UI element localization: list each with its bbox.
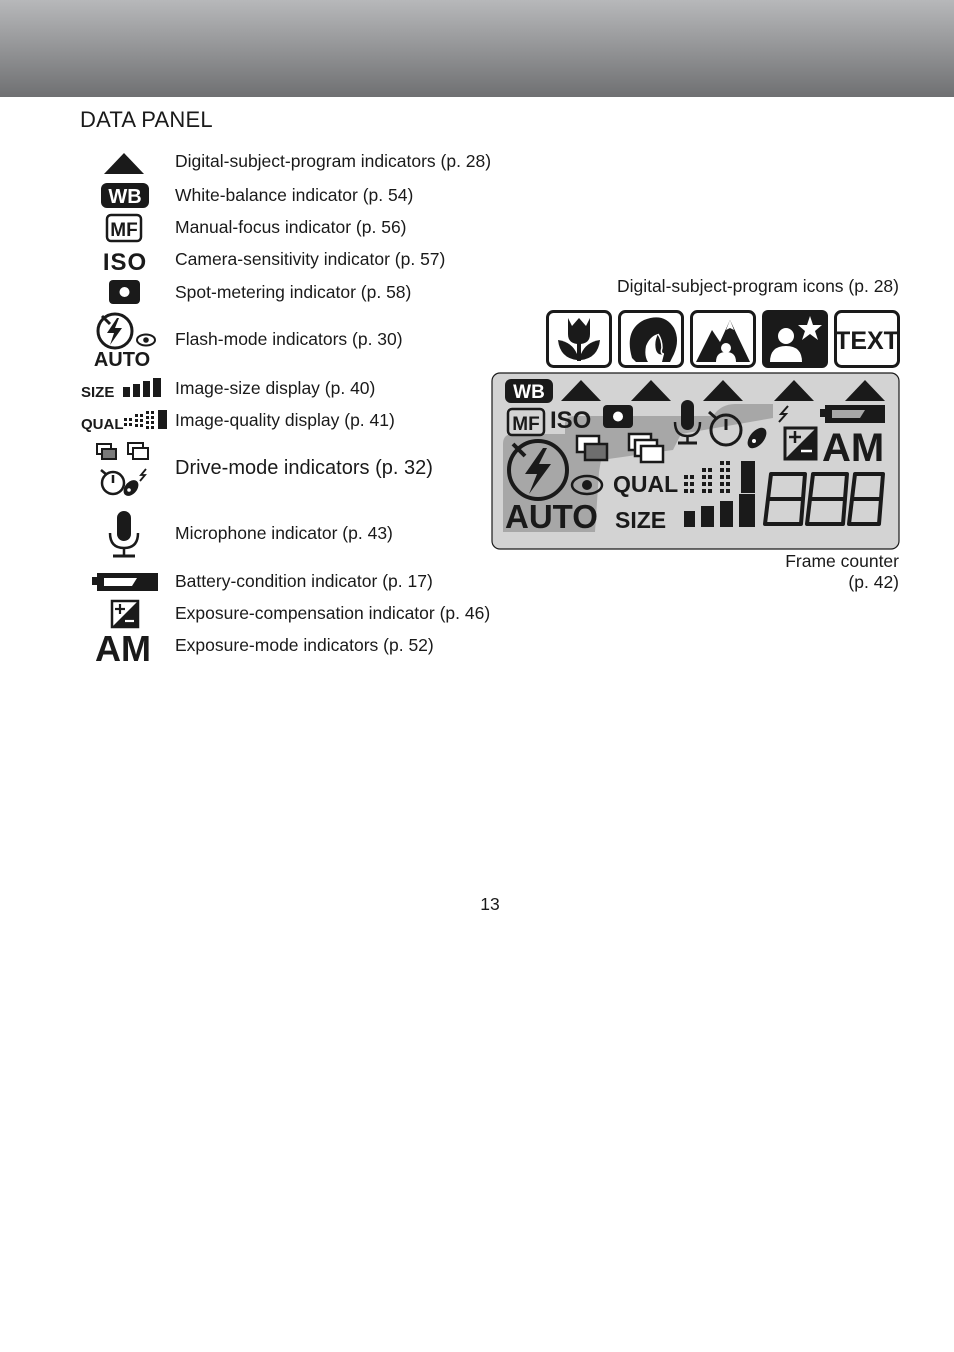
svg-text:MF: MF — [512, 414, 540, 435]
legend-item-text: Camera-sensitivity indicator (p. 57) — [175, 249, 446, 269]
legend-item-text: Image-quality display (p. 41) — [175, 410, 395, 430]
page-title: DATA PANEL — [80, 107, 213, 132]
legend-item-text: Microphone indicator (p. 43) — [175, 523, 393, 543]
legend-item — [80, 245, 540, 275]
image-quality-display-icon — [80, 407, 170, 435]
legend-item-text: White-balance indicator (p. 54) — [175, 185, 414, 205]
svg-text:WB: WB — [513, 382, 545, 403]
legend-item — [80, 599, 540, 629]
svg-text:SIZE: SIZE — [81, 384, 115, 401]
flash-mode-indicators-icon — [80, 312, 170, 370]
digital-subject-program-indicator-icon — [80, 148, 170, 178]
indicator-legend — [0, 0, 540, 700]
legend-item — [80, 440, 540, 500]
legend-item — [80, 407, 540, 435]
legend-item — [80, 278, 540, 306]
exposure-compensation-indicator-icon — [80, 599, 170, 629]
drive-mode-indicators-icon — [80, 440, 170, 500]
spot-metering-indicator-icon — [80, 278, 170, 306]
legend-item-text: Spot-metering indicator (p. 58) — [175, 282, 412, 302]
legend-item — [80, 182, 540, 210]
svg-text:WB: WB — [108, 186, 142, 208]
microphone-indicator-icon — [80, 508, 170, 560]
white-balance-indicator-icon — [80, 182, 170, 210]
legend-item — [80, 312, 540, 370]
portrait-icon — [618, 310, 684, 368]
lcd-size-label: SIZE — [615, 507, 667, 533]
camera-sensitivity-indicator-icon — [80, 245, 170, 275]
legend-item-text: Exposure-compensation indicator (p. 46) — [175, 603, 491, 623]
legend-item — [80, 629, 540, 665]
lcd-iso-icon: ISO — [550, 407, 592, 434]
text-mode-icon — [834, 310, 900, 368]
lcd-battery-icon — [820, 405, 885, 423]
svg-text:QUAL: QUAL — [81, 416, 124, 433]
svg-text:ISO: ISO — [102, 249, 148, 275]
lcd-data-panel — [491, 372, 900, 550]
macro-flower-icon — [546, 310, 612, 368]
lcd-auto-label: AUTO — [505, 498, 598, 535]
svg-text:TEXT: TEXT — [835, 327, 899, 355]
legend-item — [80, 508, 540, 560]
manual-focus-indicator-icon — [80, 213, 170, 243]
legend-item — [80, 375, 540, 403]
landscape-mountain-icon — [690, 310, 756, 368]
legend-item-text: Image-size display (p. 40) — [175, 378, 376, 398]
legend-item — [80, 148, 540, 178]
legend-item-text: Drive-mode indicators (p. 32) — [175, 457, 433, 479]
lcd-qual-label: QUAL — [613, 471, 679, 497]
legend-item-text: Digital-subject-program indicators (p. 28) — [175, 151, 492, 171]
page-number: 13 — [480, 894, 500, 914]
legend-item — [80, 213, 540, 243]
night-portrait-icon — [762, 310, 828, 368]
svg-text:AM: AM — [95, 629, 151, 665]
svg-text:AUTO: AUTO — [93, 349, 151, 370]
battery-condition-indicator-icon — [80, 568, 170, 596]
legend-item-text: Flash-mode indicators (p. 30) — [175, 329, 403, 349]
svg-text:MF: MF — [110, 220, 138, 241]
legend-item-text: Battery-condition indicator (p. 17) — [175, 571, 433, 591]
legend-item-text: Manual-focus indicator (p. 56) — [175, 217, 407, 237]
exposure-mode-indicators-icon — [80, 629, 170, 665]
lcd-exposure-mode-icon: AM — [822, 426, 885, 470]
dsp-icons-caption: Digital-subject-program icons (p. 28) — [616, 276, 899, 296]
frame-counter-caption: Frame counter (p. 42) — [785, 551, 899, 592]
image-size-display-icon — [80, 375, 170, 403]
legend-item-text: Exposure-mode indicators (p. 52) — [175, 635, 434, 655]
dsp-icons-row — [546, 310, 900, 368]
legend-item — [80, 568, 540, 596]
